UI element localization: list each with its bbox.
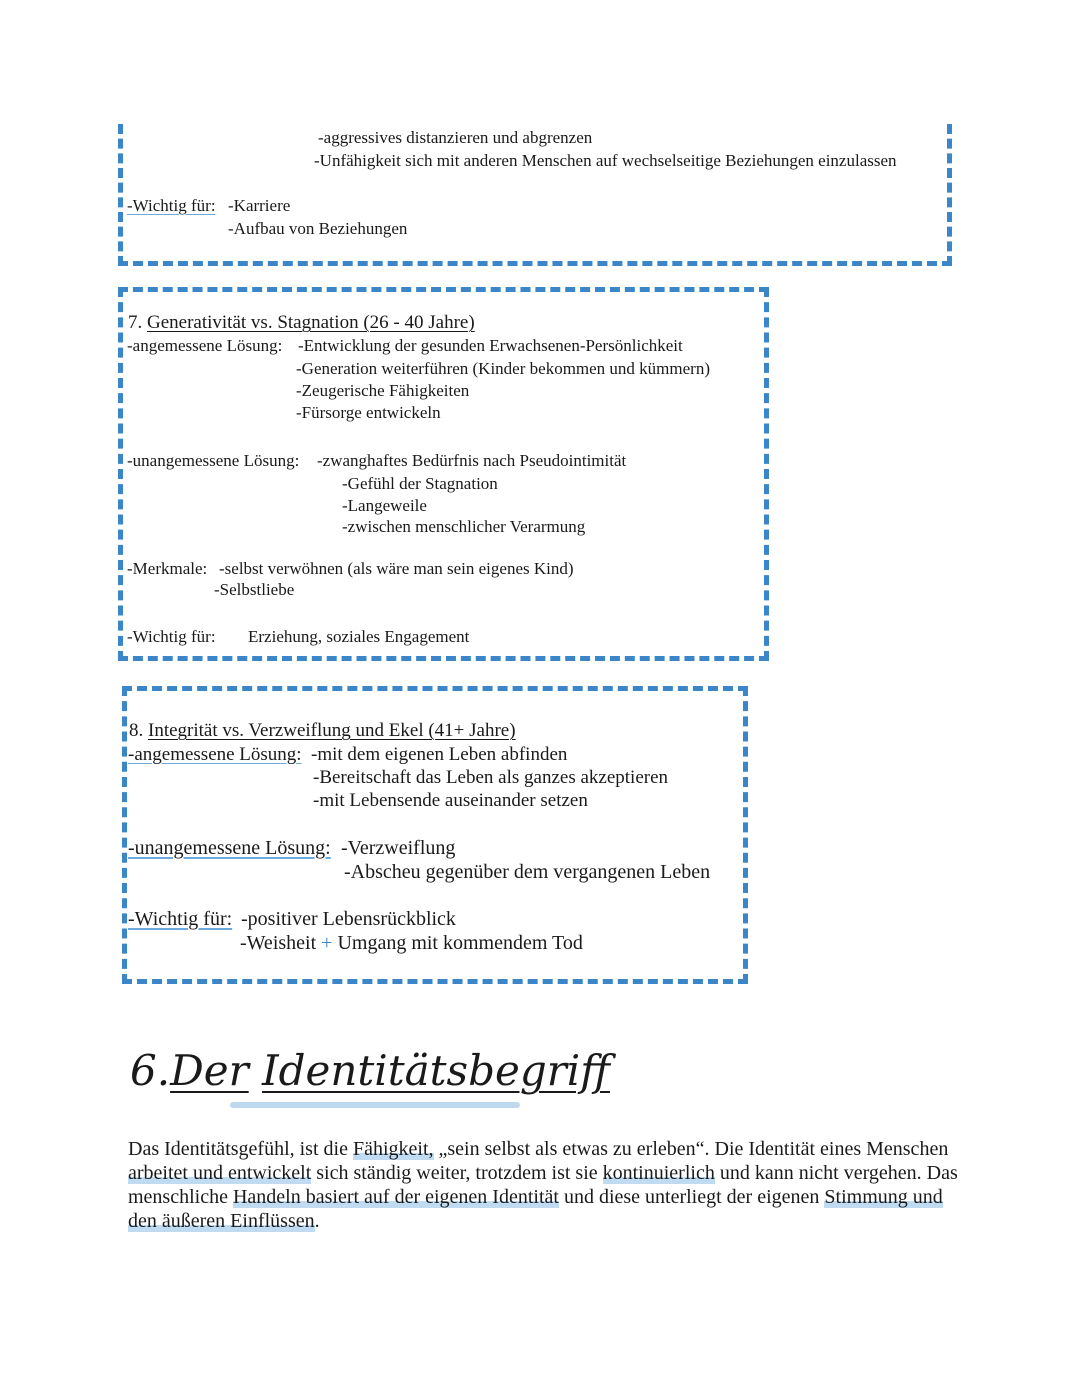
stage-7-ang-2: -Zeugerische Fähigkeiten	[296, 381, 470, 400]
stage-7-ang-3: -Fürsorge entwickeln	[296, 403, 441, 422]
stage-8-ang-1: -Bereitschaft das Leben als ganzes akzeptieren	[313, 767, 669, 788]
stage-7-title: 7. Generativität vs. Stagnation (26 - 40 Jahre)	[128, 312, 475, 333]
stage-7-merk-label: -Merkmale:	[127, 559, 208, 578]
stage-8-wichtig-1: -positiver Lebensrückblick	[241, 908, 456, 930]
stage-6-wichtig-2: -Aufbau von Beziehungen	[228, 219, 408, 238]
section-heading: 6.Der Identitätsbegriff	[130, 1046, 610, 1095]
stage-6-line-1: -aggressives distanzieren und abgrenzen	[318, 128, 593, 147]
stage-7-wichtig: Erziehung, soziales Engagement	[248, 627, 470, 646]
stage-7-merk-0: -selbst verwöhnen (als wäre man sein eigenes Kind)	[219, 559, 574, 578]
stage-8-ang-label: -angemessene Lösung:	[128, 744, 302, 765]
stage-8-wichtig-label: -Wichtig für:	[128, 908, 233, 930]
stage-8-title: 8. Integrität vs. Verzweiflung und Ekel (41+ Jahre)	[129, 720, 516, 741]
stage-6-line-2: -Unfähigkeit sich mit anderen Menschen auf wechselseitige Beziehungen einzulassen	[314, 151, 897, 170]
heading-highlight	[230, 1102, 520, 1108]
stage-8-wichtig-2: -Weisheit + Umgang mit kommendem Tod	[240, 932, 583, 954]
highlight-faehigkeit: Fähigkeit,	[352, 1138, 434, 1160]
stage-7-ang-label: -angemessene Lösung:	[127, 336, 283, 355]
highlight-kontinuierlich: kontinuierlich	[602, 1162, 715, 1184]
stage-8-unang-label: -unangemessene Lösung:	[128, 837, 331, 859]
identity-paragraph: Das Identitätsgefühl, ist die Fähigkeit, „sein selbst als etwas zu erleben“. Die Identität eines Menschen arbeitet und entwickelt sich ständig weiter, trotzdem ist sie kontinuierlich und kann nicht vergehen. Das menschliche Handeln basiert auf der eigenen Identität und diese unterliegt der eigenen Stimmung und den äußeren Einflüssen.	[128, 1138, 958, 1232]
highlight-stimmung: Stimmung und den äußeren Einflüssen	[128, 1186, 943, 1232]
stage-6-wichtig-label: -Wichtig für:	[127, 196, 216, 215]
highlight-handeln: Handeln basiert auf der eigenen Identität	[232, 1186, 559, 1208]
stage-8-ang-2: -mit Lebensende auseinander setzen	[313, 790, 588, 811]
stage-7-ang-0: -Entwicklung der gesunden Erwachsenen-Persönlichkeit	[298, 336, 683, 355]
stage-7-unang-3: -zwischen menschlicher Verarmung	[342, 517, 586, 536]
stage-7-unang-label: -unangemessene Lösung:	[127, 451, 300, 470]
stage-8-ang-0: -mit dem eigenen Leben abfinden	[311, 744, 568, 765]
stage-7-ang-1: -Generation weiterführen (Kinder bekommen und kümmern)	[296, 359, 710, 378]
stage-7-unang-2: -Langeweile	[342, 496, 427, 515]
stage-7-unang-0: -zwanghaftes Bedürfnis nach Pseudointimität	[317, 451, 627, 470]
plus-sign: +	[321, 932, 333, 954]
stage-8-unang-0: -Verzweiflung	[341, 837, 456, 859]
stage-7-wichtig-label: -Wichtig für:	[127, 627, 216, 646]
stage-7-merk-1: -Selbstliebe	[214, 580, 295, 599]
stage-8-unang-1: -Abscheu gegenüber dem vergangenen Leben	[344, 861, 711, 883]
stage-6-wichtig-1: -Karriere	[228, 196, 291, 215]
stage-7-unang-1: -Gefühl der Stagnation	[342, 474, 498, 493]
highlight-arbeitet: arbeitet und entwickelt	[128, 1162, 312, 1184]
